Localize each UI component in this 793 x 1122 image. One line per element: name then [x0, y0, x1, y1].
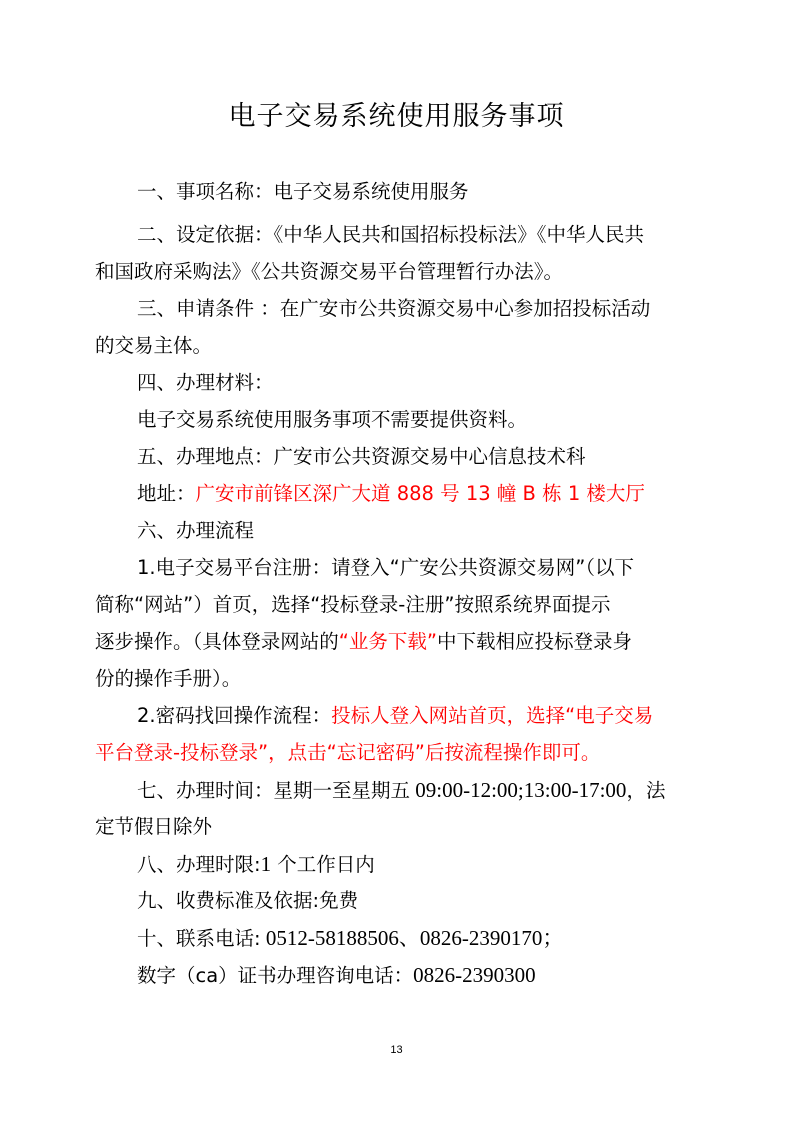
ca-phone: 0826-2390300	[413, 963, 536, 987]
item-fees: 九、收费标准及依据:免费	[137, 889, 359, 912]
item-time-limit	[137, 850, 757, 879]
hours-suffix: ，法	[626, 779, 666, 802]
item-conditions-line1: 三、申请条件 ：在广安市公共资源交易中心参加招投标活动	[137, 297, 651, 320]
step2-line1	[137, 702, 757, 730]
contact-label: 十、联系电话:	[137, 927, 261, 950]
ca-label: 数字（ca）证书办理咨询电话：	[137, 964, 414, 987]
step2-label: 2.密码找回操作流程：	[137, 704, 332, 727]
item-materials-content: 电子交易系统使用服务事项不需要提供资料。	[137, 408, 528, 431]
step1-line3-text-a: 逐步操作。（具体登录网站的	[95, 630, 339, 653]
ca-contact	[137, 961, 757, 990]
step1-line3-text-b: 中下载相应投标登录身	[436, 630, 632, 653]
time-limit-suffix: 个工作日内	[271, 853, 375, 876]
time-limit-label: 八、办理时限:	[137, 853, 261, 876]
item-name: 一、事项名称：电子交易系统使用服务	[137, 180, 469, 203]
item-basis-line1: 二、设定依据：《中华人民共和国招标投标法》《中华人民共	[137, 223, 645, 246]
step1-line1: 1.电子交易平台注册：请登入“广安公共资源交易网”（以下	[137, 556, 635, 579]
item-process: 六、办理流程	[137, 519, 255, 542]
address-value: 广安市前锋区深广大道 888 号 13 幢 B 栋 1 楼大厅	[195, 482, 645, 505]
step1-line2: 简称“网站”）首页，选择“投标登录-注册”按照系统界面提示	[95, 593, 611, 616]
step2-instruction-a: 投标人登入网站首页，选择“电子交易	[331, 704, 654, 727]
time-limit-number: 1	[260, 852, 272, 876]
step2-line2: 平台登录-投标登录”，点击“忘记密码”后按流程操作即可。	[95, 741, 601, 764]
item-contact	[137, 924, 757, 953]
address-label: 地址：	[137, 482, 196, 505]
page-title: 电子交易系统使用服务事项	[228, 101, 565, 132]
item-conditions-line2: 的交易主体。	[95, 334, 213, 357]
item-basis-line2: 和国政府采购法》《公共资源交易平台管理暂行办法》。	[95, 260, 564, 283]
step1-line3	[95, 628, 715, 656]
step1-line4: 份的操作手册）。	[95, 667, 242, 690]
hours-time: 09:00-12:00;13:00-17:00	[410, 778, 627, 802]
page-number: 13	[390, 1044, 403, 1056]
contact-phones: 0512-58188506、0826-2390170；	[260, 926, 564, 950]
address-line	[137, 480, 757, 508]
item-materials: 四、办理材料：	[137, 371, 274, 394]
item-hours-line1	[137, 776, 757, 805]
hours-label: 七、办理时间：星期一至星期五	[137, 779, 411, 802]
business-download-link-text: “业务下载”	[338, 630, 437, 653]
item-location: 五、办理地点：广安市公共资源交易中心信息技术科	[137, 445, 586, 468]
item-hours-line2: 定节假日除外	[95, 815, 213, 838]
